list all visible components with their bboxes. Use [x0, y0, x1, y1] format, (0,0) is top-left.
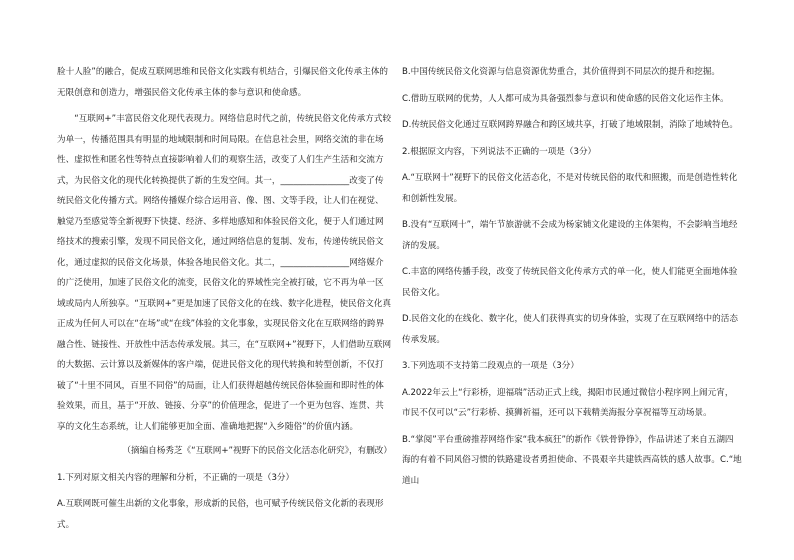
question-2-option-a: A.“互联网十”视野下的民俗文化活态化，不是对传统民俗的取代和照搬，而是创造性转化和创新性发展。	[402, 173, 738, 204]
left-column	[57, 62, 392, 535]
question-1-option-a: A.互联网既可催生出新的文化事象，形成新的民俗，也可赋予传统民俗文化新的表现形式。	[57, 499, 384, 530]
question-1-option-c: C.借助互联网的优势，人人都可成为具备强烈参与意识和使命感的民俗文化运作主体。	[402, 93, 729, 104]
citation: （摘编自杨秀芝《“互联网+”视野下的民俗文化活态化研究》，有删改）	[122, 446, 392, 456]
intro-paragraph: 脸十人脸”的融合，促成互联网思维和民俗文化实践有机结合，引爆民俗文化传承主体的无限创意和创造力，增强民俗文化传承主体的参与意识和使命感。	[57, 67, 389, 98]
question-1-option-b: B.中国传统民俗文化资源与信息资源优势重合，其价值得到不同层次的提升和挖掘。	[402, 67, 721, 77]
right-column	[402, 62, 742, 491]
question-2-option-b: B.没有“互联网十”，端午节旅游就不会成为杨家铺文化建设的主体架构，不会影响当地经济的发展。	[402, 220, 738, 251]
question-3-option-a: A.2022年云上“行彩桥，迎福瑞”活动正式上线，揭阳市民通过微信小程序网上闹元宵，市民不仅可以“云”行彩桥、摸狮祈福，还可以下载精美海报分享祝福等互动场景。	[402, 387, 734, 418]
question-3: 3.下列选项不支持第二段观点的一项是（3分）	[402, 361, 579, 371]
question-3-option-b: B.“掌阅”平台重磅推荐网络作家“我本疯狂”的新作《铁骨铮铮》，作品讲述了来自五湖四海的有着不同风俗习惯的铁路建设者勇担使命、不畏艰辛共建铁西高铁的感人故事。C.“地道山	[402, 434, 742, 486]
question-2-option-c: C.丰富的网络传播手段，改变了传统民俗文化传承方式的单一化，使人们能更全面地体验民俗文化。	[402, 267, 738, 298]
question-1-option-d: D.传统民俗文化通过互联网跨界融合和跨区域共享，打破了地域限制，消除了地域特色。	[402, 120, 738, 130]
question-2: 2.根据原文内容，下列说法不正确的一项是（3分）	[402, 146, 597, 157]
question-2-option-d: D.民俗文化的在线化、数字化，使人们获得真实的切身体验，实现了在互联网络中的活态传承发展。	[402, 314, 738, 345]
body-paragraph: “互联网+”丰富民俗文化现代表现力。网络信息时代之前，传统民俗文化传承方式较为单一，传播范围具有明显的地域限制和时间局限。在信息社会里，网络交流的非在场性、虚拟性和匿名性等特点直接影响着人们的观察生活，改变了人们生产生活和交流方式，为民俗文化的现代化转换提供了新的生发空间。其一，________________改变了传统民俗文化传播方式。网络传播媒介综合运用音、像、图、文等手段，让人们在视觉、触觉乃至感觉等全新视野下快捷、经济、多样地感知和体验民俗文化，便于人们通过网络技术的搜索引擎，发现不同民俗文化，通过网络信息的复制、发布，传递传统民俗文化，通过虚拟的民俗文化场景，体验各地民俗文化。其二，________________网络媒介的广泛使用，加速了民俗文化的流变，民俗文化的界域性完全被打破，它不再为单一区域或局内人所独享。“互联网+”更是加速了民俗文化的在线、数字化进程，使民俗文化真正成为任何人可以在“在场”或“在线”体验的文化事象，实现民俗文化在互联网络的跨界融合性、链接性、开放性中活态传承发展。其三，在“互联网+”视野下，人们借助互联网的大数据、云计算以及新媒体的客户端，促进民俗文化的现代转换和转型创新，不仅打破了“十里不同风，百里不同俗”的局面，让人们获得超越传统民俗体验面和即时性的体验效果，而且，基于“开放、链接、分享”的价值理念，促进了一个更为包容、连贯、共享的文化生态系统，让人们能够更加全面、准确地把握“入乡随俗”的价值内涵。	[57, 114, 392, 432]
question-1: 1.下列对原文相关内容的理解和分析，不正确的一项是（3分）	[57, 472, 295, 483]
